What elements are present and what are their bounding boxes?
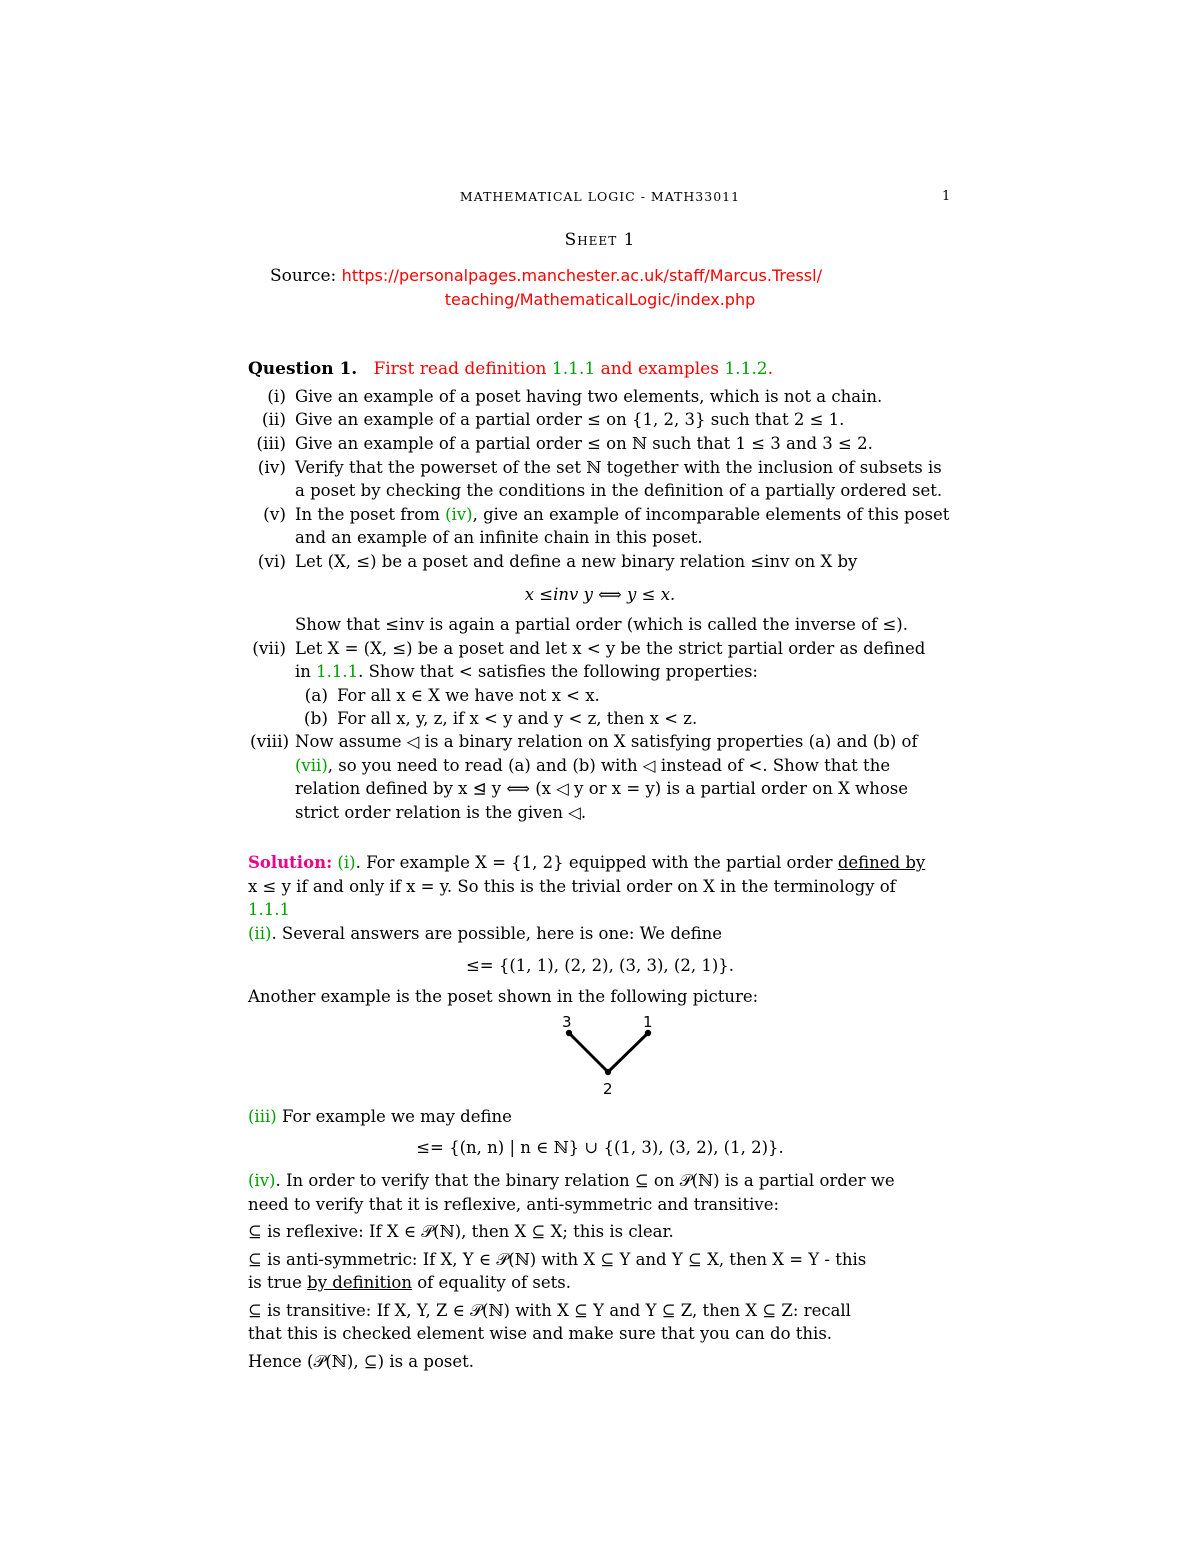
item-text: Verify that the powerset of the set ℕ together with the inclusion of subsets is bbox=[295, 458, 942, 477]
display-formula: x ≤inv y ⟺ y ≤ x. bbox=[524, 585, 676, 604]
reflexive-line: ⊆ is reflexive: If X ∈ 𝒫(ℕ), then X ⊆ X; this is clear. bbox=[248, 1222, 674, 1241]
subitem-text: For all x, y, z, if x < y and y < z, then x < z. bbox=[337, 709, 698, 728]
text-run: . For example X = {1, 2} equipped with the partial order bbox=[355, 853, 838, 872]
item-text: Give an example of a poset having two elements, which is not a chain. bbox=[295, 387, 883, 406]
item-number: (iii) bbox=[256, 434, 286, 454]
item-text: Give an example of a partial order ≤ on {1, 2, 3} such that 2 ≤ 1. bbox=[295, 410, 845, 429]
ref-link-i[interactable]: (i) bbox=[337, 853, 356, 872]
text-run: , so you need to read (a) and (b) with ◁ instead of <. Show that the bbox=[327, 756, 891, 775]
text-run: . Show that < satisfies the following properties: bbox=[358, 662, 758, 681]
diagram-label: 2 bbox=[603, 1080, 613, 1098]
item-text: Now assume ◁ is a binary relation on X satisfying properties (a) and (b) of bbox=[295, 732, 918, 751]
text-run: is true bbox=[248, 1273, 308, 1292]
ref-link-1-1-1[interactable]: 1.1.1 bbox=[248, 900, 290, 919]
transitive-line-2: that this is checked element wise and make sure that you can do this. bbox=[248, 1324, 833, 1343]
ref-link-iv[interactable]: (iv) bbox=[248, 1171, 276, 1190]
subitem-text: For all x ∈ X we have not x < x. bbox=[337, 686, 600, 705]
antisymmetric-line-1: ⊆ is anti-symmetric: If X, Y ∈ 𝒫(ℕ) with X ⊆ Y and Y ⊆ X, then X = Y - this bbox=[248, 1250, 867, 1269]
ref-link-1-1-2[interactable]: 1.1.2 bbox=[724, 359, 768, 379]
item-number: (vi) bbox=[257, 552, 286, 572]
transitive-line-1: ⊆ is transitive: If X, Y, Z ∈ 𝒫(ℕ) with X ⊆ Y and Y ⊆ Z, then X ⊆ Z: recall bbox=[248, 1301, 851, 1320]
item-text: a poset by checking the conditions in the definition of a partially ordered set. bbox=[295, 481, 943, 500]
question-label: Question 1. bbox=[248, 359, 358, 379]
diagram-label: 1 bbox=[643, 1013, 653, 1031]
ref-link-1-1-1[interactable]: 1.1.1 bbox=[551, 359, 596, 379]
item-text: Let X = (X, ≤) be a poset and let x < y be the strict partial order as defined bbox=[295, 639, 926, 658]
source-label: Source: bbox=[270, 266, 342, 286]
ref-link-1-1-1[interactable]: 1.1.1 bbox=[316, 662, 359, 681]
text-run: . In order to verify that the binary relation ⊆ on 𝒫(ℕ) is a partial order we bbox=[275, 1171, 895, 1190]
question-intro-3: . bbox=[767, 359, 774, 379]
item-number: (vii) bbox=[252, 639, 286, 659]
solution-label: Solution: bbox=[248, 853, 333, 872]
question-intro-1: First read definition bbox=[373, 359, 552, 379]
underlined-text: by definition bbox=[307, 1273, 412, 1292]
solution-iii-line bbox=[248, 1106, 512, 1128]
item-text: and an example of an infinite chain in this poset. bbox=[295, 528, 703, 547]
subitem-number: (b) bbox=[303, 709, 328, 729]
text-run: , give an example of incomparable elements of this poset bbox=[472, 505, 950, 524]
item-text: Show that ≤inv is again a partial order (which is called the inverse of ≤). bbox=[295, 615, 908, 634]
solution-ii-after: Another example is the poset shown in the following picture: bbox=[248, 987, 759, 1006]
diagram-edge bbox=[569, 1033, 608, 1072]
antisymmetric-line-2 bbox=[248, 1272, 571, 1294]
display-formula: ≤= {(1, 1), (2, 2), (3, 3), (2, 1)}. bbox=[465, 956, 735, 975]
text-run: in bbox=[295, 662, 317, 681]
underlined-text: defined by bbox=[837, 853, 926, 872]
diagram-node bbox=[605, 1069, 611, 1075]
item-text: Give an example of a partial order ≤ on ℕ such that 1 ≤ 3 and 3 ≤ 2. bbox=[295, 434, 873, 453]
subitem-number: (a) bbox=[304, 686, 328, 706]
item-number: (iv) bbox=[257, 458, 286, 478]
solution-iv-line-2: need to verify that it is reflexive, anti-symmetric and transitive: bbox=[248, 1195, 780, 1214]
item-text: relation defined by x ⊴ y ⟺ (x ◁ y or x = y) is a partial order on X whose bbox=[295, 779, 909, 798]
ref-link-vii[interactable]: (vii) bbox=[295, 756, 328, 775]
item-text: Let (X, ≤) be a poset and define a new binary relation ≤inv on X by bbox=[295, 552, 858, 571]
source-url-link[interactable]: https://personalpages.manchester.ac.uk/staff/Marcus.Tressl/ bbox=[341, 266, 822, 285]
solution-iv-line-1 bbox=[248, 1170, 895, 1192]
sheet-title: Sheet 1 bbox=[564, 230, 636, 250]
item-number: (viii) bbox=[250, 732, 290, 752]
text-run: . Several answers are possible, here is one: We define bbox=[271, 924, 723, 943]
item-number: (v) bbox=[263, 505, 286, 525]
ref-link-ii[interactable]: (ii) bbox=[248, 924, 272, 943]
ref-link-iv[interactable]: (iv) bbox=[445, 505, 473, 524]
text-run: For example we may define bbox=[276, 1107, 512, 1126]
source-url-link-2[interactable]: teaching/MathematicalLogic/index.php bbox=[444, 290, 756, 309]
item-number: (ii) bbox=[261, 410, 286, 430]
item-text: strict order relation is the given ◁. bbox=[295, 803, 587, 822]
diagram-label: 3 bbox=[562, 1013, 572, 1031]
item-number: (i) bbox=[267, 387, 286, 407]
solution-i-line-2: x ≤ y if and only if x = y. So this is the trivial order on X in the terminology of bbox=[248, 877, 896, 896]
question-intro-2: and examples bbox=[595, 359, 725, 379]
conclusion-line: Hence (𝒫(ℕ), ⊆) is a poset. bbox=[248, 1352, 474, 1371]
display-formula: ≤= {(n, n) | n ∈ ℕ} ∪ {(1, 3), (3, 2), (1, 2)}. bbox=[416, 1138, 784, 1157]
page-number: 1 bbox=[942, 189, 951, 204]
text-run: In the poset from bbox=[295, 505, 446, 524]
diagram-edge bbox=[608, 1033, 648, 1072]
ref-link-iii[interactable]: (iii) bbox=[248, 1107, 277, 1126]
text-run: of equality of sets. bbox=[412, 1273, 571, 1292]
running-head: MATHEMATICAL LOGIC - MATH33011 bbox=[459, 189, 741, 204]
